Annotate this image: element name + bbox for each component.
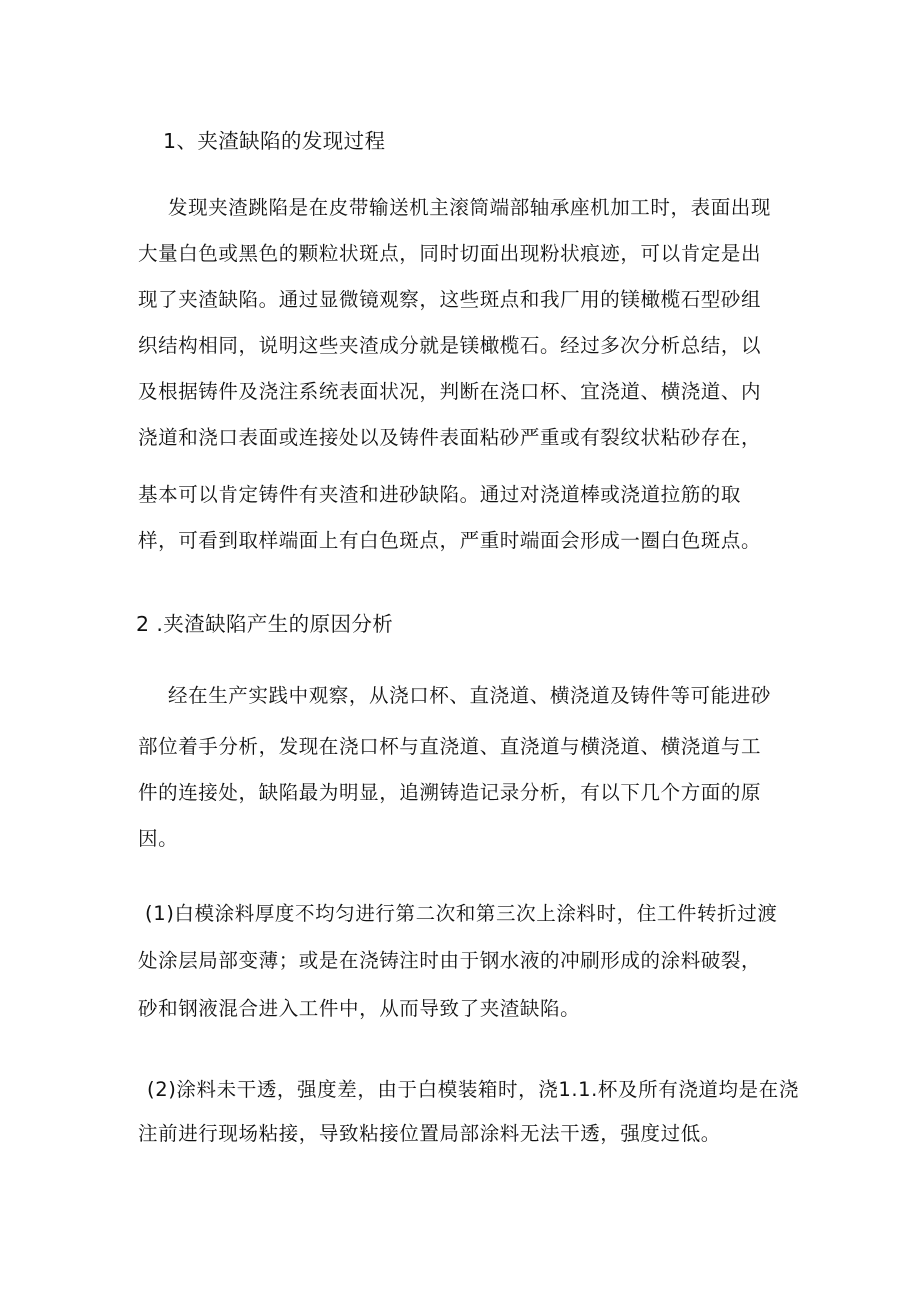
paragraph-line: (1)白模涂料厚度不均匀进行第二次和第三次上涂料时，住工件转折过渡 [145, 902, 778, 925]
paragraph-line: 处涂层局部变薄；或是在浇铸注时由于钢水液的冲刷形成的涂料破裂， [138, 949, 762, 972]
paragraph-line: 浇道和浇口表面或连接处以及铸件表面粘砂严重或有裂纹状粘砂存在， [138, 426, 762, 449]
paragraph-line: 织结构相同，说明这些夹渣成分就是镁橄榄石。经过多次分析总结，以 [138, 334, 762, 357]
paragraph-line: 发现夹渣跳陷是在皮带输送机主滚筒端部轴承座机加工时，表面出现 [168, 196, 772, 219]
paragraph-line: 砂和钢液混合进入工件中，从而导致了夹渣缺陷。 [138, 997, 581, 1020]
paragraph-line: 部位着手分析，发现在浇口杯与直浇道、直浇道与横浇道、横浇道与工 [138, 735, 762, 758]
paragraph-line: 因。 [138, 827, 179, 850]
section-2-heading: 2 .夹渣缺陷产生的原因分析 [136, 612, 394, 636]
paragraph-line: 件的连接处，缺陷最为明显，追溯铸造记录分析，有以下几个方面的原 [138, 781, 762, 804]
paragraph-line: 样，可看到取样端面上有白色斑点，严重时端面会形成一圈白色斑点。 [138, 529, 762, 552]
section-1-heading: 1、夹渣缺陷的发现过程 [163, 129, 386, 153]
paragraph-line: 大量白色或黑色的颗粒状斑点，同时切面出现粉状痕迹，可以肯定是出 [138, 242, 762, 265]
paragraph-line: 现了夹渣缺陷。通过显微镜观察，这些斑点和我厂用的镁橄榄石型砂组 [138, 288, 762, 311]
paragraph-line: (2)涂料未干透，强度差，由于白模装箱时，浇1.1.杯及所有浇道均是在浇 [147, 1078, 799, 1101]
paragraph-line: 经在生产实践中观察，从浇口杯、直浇道、横浇道及铸件等可能进砂 [168, 684, 772, 707]
paragraph-line: 基本可以肯定铸件有夹渣和进砂缺陷。通过对浇道棒或浇道拉筋的取 [138, 483, 742, 506]
paragraph-line: 注前进行现场粘接，导致粘接位置局部涂料无法干透，强度过低。 [138, 1122, 721, 1145]
paragraph-line: 及根据铸件及浇注系统表面状况，判断在浇口杯、宜浇道、横浇道、内 [138, 380, 762, 403]
